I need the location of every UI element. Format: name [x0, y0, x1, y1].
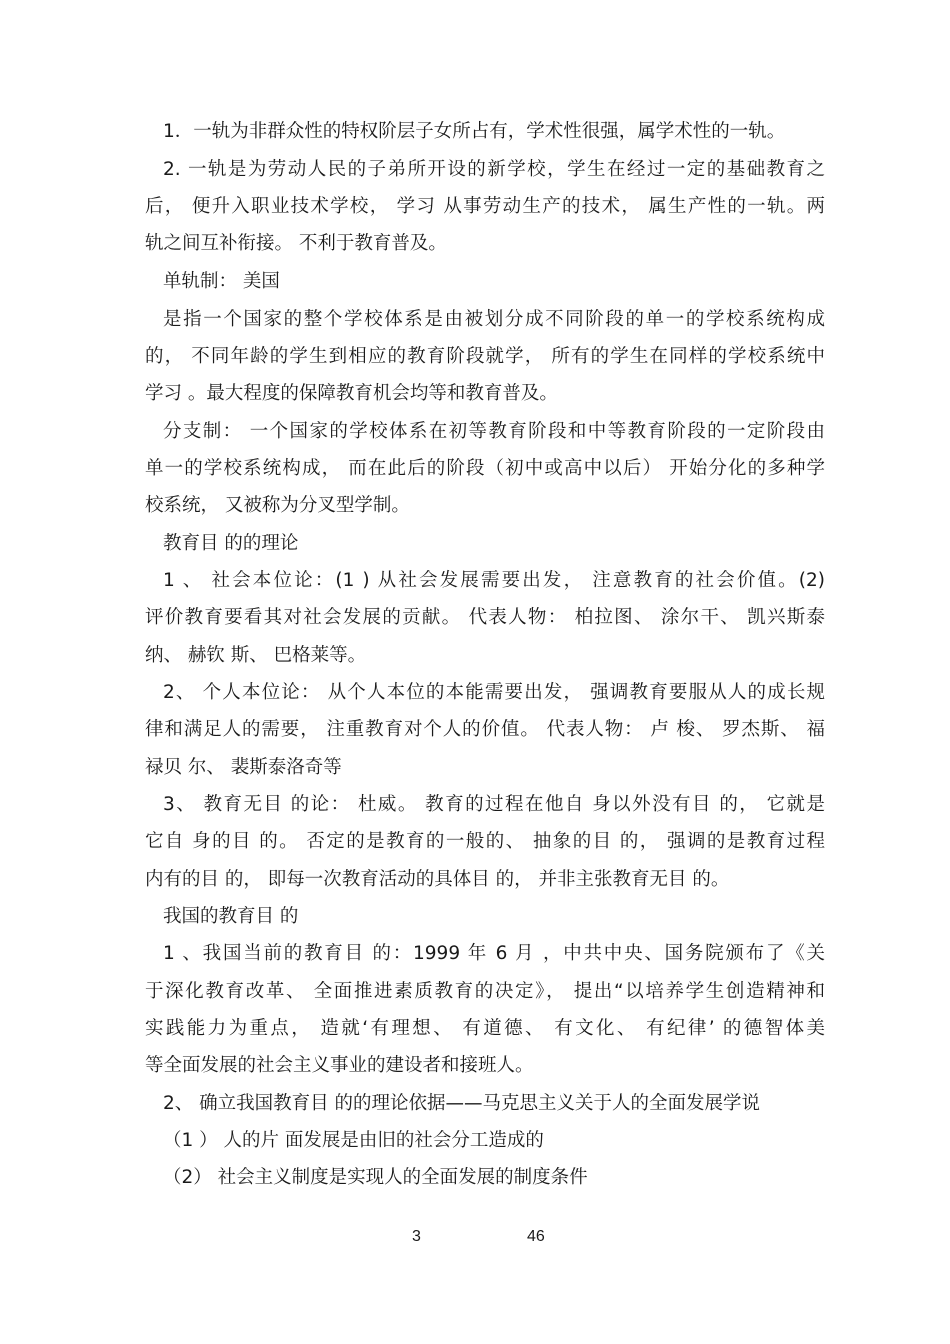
- text-line: 实践能力为重点， 造就‘有理想、 有道德、 有文化、 有纪律’ 的德智体美: [145, 1018, 825, 1039]
- text-line: （2） 社会主义制度是实现人的全面发展的制度条件: [163, 1167, 588, 1188]
- text-line: 是指一个国家的整个学校体系是由被划分成不同阶段的单一的学校系统构成: [163, 309, 825, 330]
- text-line: 单一的学校系统构成， 而在此后的阶段（初中或高中以后） 开始分化的多种学: [145, 458, 825, 479]
- text-line: 评价教育要看其对社会发展的贡献。 代表人物： 柏拉图、 涂尔干、 凯兴斯泰: [145, 607, 825, 628]
- text-line: 律和满足人的需要， 注重教育对个人的价值。 代表人物： 卢 梭、 罗杰斯、 福: [145, 719, 825, 740]
- text-line: 单轨制： 美国: [163, 271, 280, 292]
- text-line: 2. 一轨是为劳动人民的子弟所开设的新学校，学生在经过一定的基础教育之: [163, 159, 825, 180]
- text-line: （1 ） 人的片 面发展是由旧的社会分工造成的: [163, 1130, 544, 1151]
- text-line: 纳、 赫钦 斯、 巴格莱等。: [145, 645, 367, 666]
- text-line: 3、 教育无目 的论： 杜威。 教育的过程在他自 身以外没有目 的， 它就是: [163, 794, 825, 815]
- page-number: 3: [412, 1228, 421, 1245]
- text-line: 校系统， 又被称为分叉型学制。: [145, 495, 410, 516]
- text-line: 1 、 社会本位论：(1 ) 从社会发展需要出发， 注意教育的社会价值。(2): [163, 570, 825, 591]
- text-line: 1 、我国当前的教育目 的：1999 年 6 月 ，中共中央、国务院颁布了《关: [163, 943, 825, 964]
- text-line: 于深化教育改革、 全面推进素质教育的决定》， 提出“以培养学生创造精神和: [145, 981, 825, 1002]
- text-line: 1．一轨为非群众性的特权阶层子女所占有，学术性很强，属学术性的一轨。: [163, 121, 786, 142]
- text-line: 2、 确立我国教育目 的的理论依据——马克思主义关于人的全面发展学说: [163, 1093, 761, 1114]
- text-line: 后， 便升入职业技术学校， 学习 从事劳动生产的技术， 属生产性的一轨。两: [145, 196, 825, 217]
- text-line: 禄贝 尔、 裴斯泰洛奇等: [145, 757, 342, 778]
- text-line: 2、 个人本位论： 从个人本位的本能需要出发， 强调教育要服从人的成长规: [163, 682, 825, 703]
- page-total: 46: [527, 1228, 545, 1245]
- text-line: 学习 。最大程度的保障教育机会均等和教育普及。: [145, 383, 558, 404]
- text-line: 的， 不同年龄的学生到相应的教育阶段就学， 所有的学生在同样的学校系统中: [145, 346, 825, 367]
- text-line: 它自 身的目 的。 否定的是教育的一般的、 抽象的目 的， 强调的是教育过程: [145, 831, 825, 852]
- section-heading: 教育目 的的理论: [163, 533, 299, 554]
- text-line: 分支制： 一个国家的学校体系在初等教育阶段和中等教育阶段的一定阶段由: [163, 421, 825, 442]
- text-line: 等全面发展的社会主义事业的建设者和接班人。: [145, 1055, 534, 1076]
- section-heading: 我国的教育目 的: [163, 906, 299, 927]
- text-line: 内有的目 的， 即每一次教育活动的具体目 的， 并非主张教育无目 的。: [145, 869, 730, 890]
- text-line: 轨之间互补衔接。 不利于教育普及。: [145, 233, 447, 254]
